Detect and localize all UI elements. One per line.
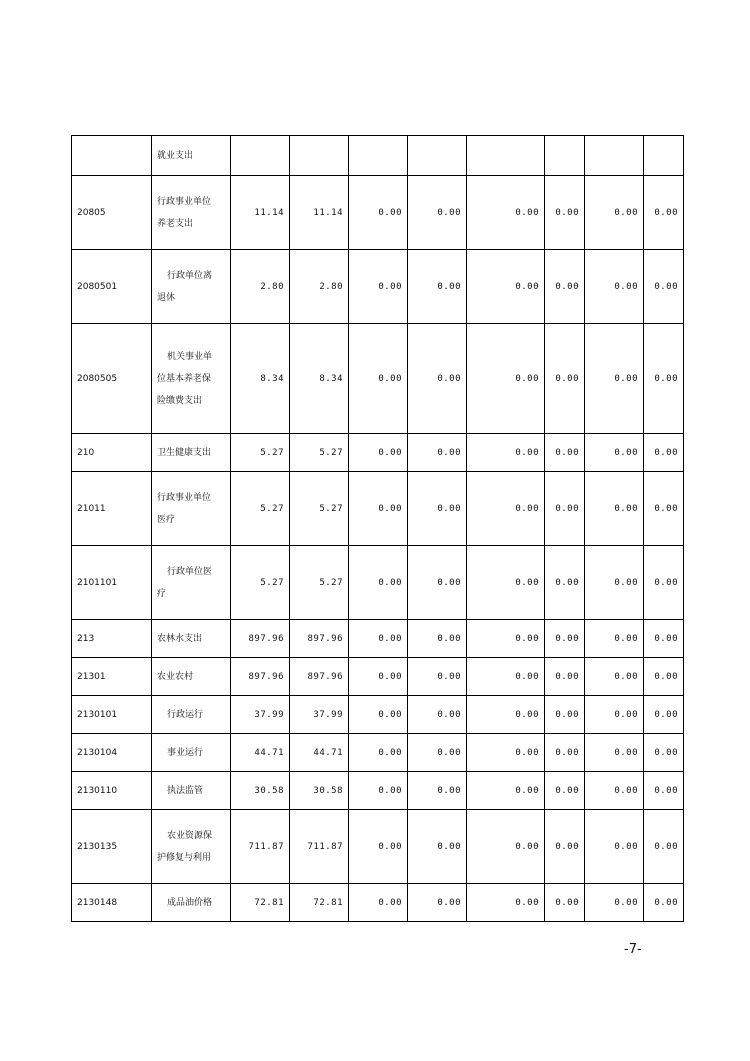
- amount-cell: 0.00: [349, 884, 408, 922]
- amount-cell: 0.00: [545, 434, 585, 472]
- subject-name-cell: [152, 250, 231, 324]
- amount-cell: 0.00: [408, 696, 467, 734]
- amount-cell: 0.00: [467, 176, 545, 250]
- amount-cell: 0.00: [545, 620, 585, 658]
- subject-name-line: 事业运行: [167, 747, 204, 758]
- subject-code-cell: 2130148: [72, 884, 152, 922]
- subject-code-cell: 20805: [72, 176, 152, 250]
- amount-cell: 0.00: [644, 324, 684, 434]
- table-row: [72, 658, 684, 696]
- subject-name-line: 退休: [157, 292, 176, 303]
- amount-cell: 0.00: [585, 546, 644, 620]
- amount-cell: 0.00: [585, 734, 644, 772]
- table-row: [72, 696, 684, 734]
- amount-cell: [585, 136, 644, 176]
- table-body: [72, 136, 684, 922]
- amount-cell: 0.00: [467, 546, 545, 620]
- amount-cell: 0.00: [408, 810, 467, 884]
- subject-name-line: 险缴费支出: [157, 395, 203, 406]
- table-row: [72, 176, 684, 250]
- amount-cell: 0.00: [408, 472, 467, 546]
- amount-cell: 0.00: [644, 434, 684, 472]
- amount-cell: 0.00: [644, 546, 684, 620]
- amount-cell: 0.00: [408, 734, 467, 772]
- amount-cell: 0.00: [644, 696, 684, 734]
- subject-name-line: 疗: [157, 588, 167, 599]
- amount-cell: 0.00: [545, 324, 585, 434]
- amount-cell: 0.00: [585, 772, 644, 810]
- amount-cell: 0.00: [349, 250, 408, 324]
- subject-name-cell: [152, 546, 231, 620]
- amount-cell: 0.00: [644, 620, 684, 658]
- amount-cell: 0.00: [408, 324, 467, 434]
- amount-cell: 0.00: [467, 884, 545, 922]
- amount-cell: 0.00: [467, 472, 545, 546]
- amount-cell: 897.96: [290, 620, 349, 658]
- amount-cell: [644, 136, 684, 176]
- subject-name-line: 成品油价格: [167, 897, 213, 908]
- amount-cell: 0.00: [467, 696, 545, 734]
- subject-name-line: 农林水支出: [157, 633, 203, 644]
- amount-cell: 0.00: [644, 472, 684, 546]
- amount-cell: 0.00: [585, 658, 644, 696]
- amount-cell: 0.00: [467, 434, 545, 472]
- amount-cell: 0.00: [585, 324, 644, 434]
- amount-cell: 2.80: [290, 250, 349, 324]
- amount-cell: 0.00: [349, 472, 408, 546]
- subject-name-line: 行政事业单位: [157, 196, 212, 207]
- amount-cell: 0.00: [408, 884, 467, 922]
- amount-cell: [545, 136, 585, 176]
- subject-code-cell: 2080501: [72, 250, 152, 324]
- amount-cell: 0.00: [585, 620, 644, 658]
- subject-name-cell: [152, 136, 231, 176]
- amount-cell: 8.34: [231, 324, 290, 434]
- amount-cell: 897.96: [231, 658, 290, 696]
- amount-cell: 0.00: [408, 250, 467, 324]
- subject-name-cell: [152, 176, 231, 250]
- subject-name-line: 行政运行: [167, 709, 204, 720]
- amount-cell: 0.00: [467, 810, 545, 884]
- amount-cell: 0.00: [467, 772, 545, 810]
- amount-cell: 5.27: [290, 472, 349, 546]
- amount-cell: 0.00: [408, 546, 467, 620]
- amount-cell: 0.00: [545, 734, 585, 772]
- subject-name-line: 行政单位离: [167, 270, 213, 281]
- amount-cell: 0.00: [644, 810, 684, 884]
- amount-cell: [467, 136, 545, 176]
- amount-cell: 0.00: [467, 620, 545, 658]
- amount-cell: 11.14: [231, 176, 290, 250]
- amount-cell: [408, 136, 467, 176]
- amount-cell: 0.00: [467, 734, 545, 772]
- amount-cell: 5.27: [231, 546, 290, 620]
- amount-cell: 0.00: [467, 658, 545, 696]
- amount-cell: 0.00: [349, 324, 408, 434]
- subject-name-line: 行政单位医: [167, 566, 213, 577]
- subject-code-cell: 21301: [72, 658, 152, 696]
- amount-cell: 0.00: [644, 884, 684, 922]
- table-row: [72, 434, 684, 472]
- table-row: [72, 884, 684, 922]
- amount-cell: 30.58: [231, 772, 290, 810]
- subject-name-cell: [152, 772, 231, 810]
- amount-cell: 0.00: [408, 658, 467, 696]
- amount-cell: 0.00: [644, 250, 684, 324]
- amount-cell: 0.00: [545, 696, 585, 734]
- amount-cell: 711.87: [290, 810, 349, 884]
- subject-code-cell: 2130104: [72, 734, 152, 772]
- subject-name-cell: [152, 620, 231, 658]
- amount-cell: 0.00: [349, 734, 408, 772]
- amount-cell: [349, 136, 408, 176]
- subject-code-cell: 21011: [72, 472, 152, 546]
- subject-code-cell: 2101101: [72, 546, 152, 620]
- amount-cell: 5.27: [231, 472, 290, 546]
- subject-name-line: 农业农村: [157, 671, 194, 682]
- subject-name-cell: [152, 658, 231, 696]
- subject-name-line: 医疗: [157, 514, 176, 525]
- amount-cell: 0.00: [467, 250, 545, 324]
- amount-cell: 0.00: [644, 658, 684, 696]
- subject-name-cell: [152, 810, 231, 884]
- table-row: [72, 250, 684, 324]
- amount-cell: 0.00: [644, 772, 684, 810]
- amount-cell: 0.00: [545, 658, 585, 696]
- table-row: [72, 546, 684, 620]
- amount-cell: 0.00: [545, 772, 585, 810]
- amount-cell: 0.00: [408, 620, 467, 658]
- subject-name-line: 位基本养老保: [157, 373, 212, 384]
- subject-name-cell: [152, 324, 231, 434]
- amount-cell: 44.71: [231, 734, 290, 772]
- amount-cell: 0.00: [585, 434, 644, 472]
- table-row: [72, 810, 684, 884]
- amount-cell: 0.00: [585, 472, 644, 546]
- subject-name-line: 护修复与利用: [157, 852, 212, 863]
- amount-cell: 0.00: [408, 434, 467, 472]
- subject-code-cell: 2080505: [72, 324, 152, 434]
- table-row: [72, 734, 684, 772]
- subject-name-line: 就业支出: [157, 150, 194, 161]
- subject-code-cell: 213: [72, 620, 152, 658]
- subject-code-cell: 210: [72, 434, 152, 472]
- amount-cell: 0.00: [349, 696, 408, 734]
- amount-cell: 11.14: [290, 176, 349, 250]
- amount-cell: 0.00: [585, 176, 644, 250]
- subject-code-cell: [72, 136, 152, 176]
- amount-cell: 0.00: [408, 176, 467, 250]
- table-row: [72, 620, 684, 658]
- table-row: [72, 472, 684, 546]
- subject-name-cell: [152, 434, 231, 472]
- subject-name-line: 养老支出: [157, 218, 194, 229]
- subject-code-cell: 2130135: [72, 810, 152, 884]
- subject-name-cell: [152, 734, 231, 772]
- budget-table: [71, 135, 684, 922]
- amount-cell: 0.00: [644, 176, 684, 250]
- amount-cell: 897.96: [290, 658, 349, 696]
- subject-code-cell: 2130110: [72, 772, 152, 810]
- subject-name-line: 农业资源保: [167, 830, 213, 841]
- amount-cell: 0.00: [349, 546, 408, 620]
- amount-cell: 44.71: [290, 734, 349, 772]
- amount-cell: [290, 136, 349, 176]
- amount-cell: [231, 136, 290, 176]
- amount-cell: 0.00: [585, 696, 644, 734]
- amount-cell: 0.00: [349, 620, 408, 658]
- amount-cell: 0.00: [585, 250, 644, 324]
- amount-cell: 0.00: [349, 772, 408, 810]
- amount-cell: 0.00: [349, 810, 408, 884]
- amount-cell: 5.27: [231, 434, 290, 472]
- amount-cell: 0.00: [644, 734, 684, 772]
- subject-name-cell: [152, 696, 231, 734]
- amount-cell: 0.00: [408, 772, 467, 810]
- amount-cell: 0.00: [545, 176, 585, 250]
- amount-cell: 0.00: [545, 472, 585, 546]
- subject-name-line: 行政事业单位: [157, 492, 212, 503]
- amount-cell: 30.58: [290, 772, 349, 810]
- amount-cell: 5.27: [290, 434, 349, 472]
- subject-code-cell: 2130101: [72, 696, 152, 734]
- subject-name-line: 执法监管: [167, 785, 204, 796]
- subject-name-line: 卫生健康支出: [157, 447, 212, 458]
- amount-cell: 0.00: [349, 434, 408, 472]
- amount-cell: 0.00: [545, 546, 585, 620]
- amount-cell: 72.81: [231, 884, 290, 922]
- amount-cell: 8.34: [290, 324, 349, 434]
- amount-cell: 37.99: [231, 696, 290, 734]
- subject-name-cell: [152, 472, 231, 546]
- amount-cell: 711.87: [231, 810, 290, 884]
- subject-name-cell: [152, 884, 231, 922]
- table-row: [72, 772, 684, 810]
- amount-cell: 0.00: [467, 324, 545, 434]
- amount-cell: 72.81: [290, 884, 349, 922]
- amount-cell: 37.99: [290, 696, 349, 734]
- amount-cell: 0.00: [545, 250, 585, 324]
- amount-cell: 0.00: [349, 658, 408, 696]
- table-row: [72, 136, 684, 176]
- subject-name-line: 机关事业单: [167, 351, 213, 362]
- amount-cell: 0.00: [585, 810, 644, 884]
- amount-cell: 897.96: [231, 620, 290, 658]
- amount-cell: 0.00: [545, 810, 585, 884]
- table-row: [72, 324, 684, 434]
- amount-cell: 0.00: [585, 884, 644, 922]
- amount-cell: 0.00: [545, 884, 585, 922]
- page-number: -7-: [624, 942, 642, 957]
- amount-cell: 5.27: [290, 546, 349, 620]
- amount-cell: 2.80: [231, 250, 290, 324]
- amount-cell: 0.00: [349, 176, 408, 250]
